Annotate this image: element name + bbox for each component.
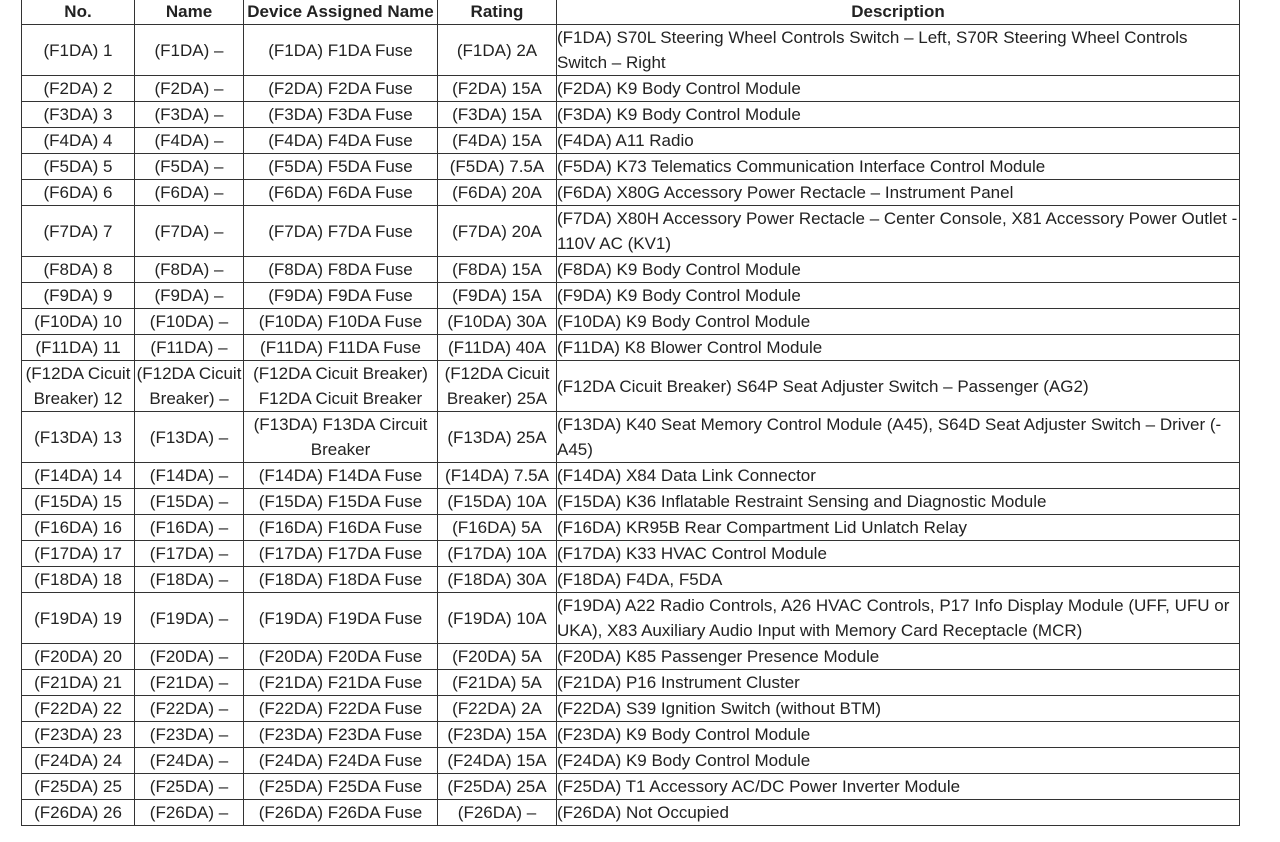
cell-no: (F10DA) 10 — [22, 309, 135, 335]
cell-no: (F4DA) 4 — [22, 128, 135, 154]
cell-no: (F18DA) 18 — [22, 567, 135, 593]
cell-no: (F16DA) 16 — [22, 515, 135, 541]
table-row — [22, 774, 1240, 800]
cell-rating: (F16DA) 5A — [438, 515, 557, 541]
cell-name: (F16DA) – — [135, 515, 244, 541]
table-row — [22, 696, 1240, 722]
column-header-no: No. — [22, 0, 135, 25]
cell-no: (F6DA) 6 — [22, 180, 135, 206]
header-row — [22, 0, 1240, 25]
cell-rating: (F20DA) 5A — [438, 644, 557, 670]
table-row — [22, 361, 1240, 412]
cell-description: (F19DA) A22 Radio Controls, A26 HVAC Controls, P17 Info Display Module (UFF, UFU or UKA), X83 Auxiliary Audio Input with Memory Card Receptacle (MCR) — [557, 593, 1240, 644]
cell-description: (F2DA) K9 Body Control Module — [557, 76, 1240, 102]
table-row — [22, 670, 1240, 696]
cell-no: (F24DA) 24 — [22, 748, 135, 774]
column-header-device-assigned-name: Device Assigned Name — [244, 0, 438, 25]
cell-description: (F13DA) K40 Seat Memory Control Module (A45), S64D Seat Adjuster Switch – Driver (-A45) — [557, 412, 1240, 463]
table-row — [22, 154, 1240, 180]
cell-rating: (F4DA) 15A — [438, 128, 557, 154]
cell-name: (F12DA Cicuit Breaker) – — [135, 361, 244, 412]
cell-no: (F17DA) 17 — [22, 541, 135, 567]
cell-rating: (F12DA Cicuit Breaker) 25A — [438, 361, 557, 412]
cell-name: (F4DA) – — [135, 128, 244, 154]
cell-no: (F23DA) 23 — [22, 722, 135, 748]
cell-device-assigned-name: (F21DA) F21DA Fuse — [244, 670, 438, 696]
table-row — [22, 257, 1240, 283]
cell-rating: (F5DA) 7.5A — [438, 154, 557, 180]
cell-description: (F18DA) F4DA, F5DA — [557, 567, 1240, 593]
table-row — [22, 25, 1240, 76]
cell-rating: (F2DA) 15A — [438, 76, 557, 102]
table-body — [22, 25, 1240, 826]
cell-rating: (F18DA) 30A — [438, 567, 557, 593]
cell-description: (F1DA) S70L Steering Wheel Controls Switch – Left, S70R Steering Wheel Controls Switch – Right — [557, 25, 1240, 76]
table-row — [22, 722, 1240, 748]
cell-description: (F15DA) K36 Inflatable Restraint Sensing and Diagnostic Module — [557, 489, 1240, 515]
cell-description: (F8DA) K9 Body Control Module — [557, 257, 1240, 283]
cell-name: (F19DA) – — [135, 593, 244, 644]
table-row — [22, 412, 1240, 463]
cell-description: (F7DA) X80H Accessory Power Rectacle – Center Console, X81 Accessory Power Outlet - 110V AC (KV1) — [557, 206, 1240, 257]
cell-description: (F9DA) K9 Body Control Module — [557, 283, 1240, 309]
cell-description: (F21DA) P16 Instrument Cluster — [557, 670, 1240, 696]
cell-name: (F1DA) – — [135, 25, 244, 76]
cell-device-assigned-name: (F6DA) F6DA Fuse — [244, 180, 438, 206]
cell-device-assigned-name: (F12DA Cicuit Breaker) F12DA Cicuit Breaker — [244, 361, 438, 412]
cell-name: (F14DA) – — [135, 463, 244, 489]
cell-device-assigned-name: (F10DA) F10DA Fuse — [244, 309, 438, 335]
cell-description: (F16DA) KR95B Rear Compartment Lid Unlatch Relay — [557, 515, 1240, 541]
cell-no: (F15DA) 15 — [22, 489, 135, 515]
cell-description: (F17DA) K33 HVAC Control Module — [557, 541, 1240, 567]
cell-device-assigned-name: (F17DA) F17DA Fuse — [244, 541, 438, 567]
cell-description: (F5DA) K73 Telematics Communication Interface Control Module — [557, 154, 1240, 180]
cell-device-assigned-name: (F7DA) F7DA Fuse — [244, 206, 438, 257]
column-header-name: Name — [135, 0, 244, 25]
table-row — [22, 309, 1240, 335]
cell-description: (F20DA) K85 Passenger Presence Module — [557, 644, 1240, 670]
cell-description: (F24DA) K9 Body Control Module — [557, 748, 1240, 774]
cell-description: (F11DA) K8 Blower Control Module — [557, 335, 1240, 361]
cell-device-assigned-name: (F1DA) F1DA Fuse — [244, 25, 438, 76]
cell-name: (F7DA) – — [135, 206, 244, 257]
cell-no: (F5DA) 5 — [22, 154, 135, 180]
table-row — [22, 102, 1240, 128]
cell-device-assigned-name: (F15DA) F15DA Fuse — [244, 489, 438, 515]
cell-device-assigned-name: (F14DA) F14DA Fuse — [244, 463, 438, 489]
table-row — [22, 593, 1240, 644]
table-row — [22, 128, 1240, 154]
cell-no: (F26DA) 26 — [22, 800, 135, 826]
cell-device-assigned-name: (F25DA) F25DA Fuse — [244, 774, 438, 800]
cell-no: (F1DA) 1 — [22, 25, 135, 76]
cell-rating: (F19DA) 10A — [438, 593, 557, 644]
cell-rating: (F22DA) 2A — [438, 696, 557, 722]
cell-rating: (F8DA) 15A — [438, 257, 557, 283]
cell-device-assigned-name: (F26DA) F26DA Fuse — [244, 800, 438, 826]
table-row — [22, 489, 1240, 515]
cell-no: (F25DA) 25 — [22, 774, 135, 800]
table-row — [22, 76, 1240, 102]
table-row — [22, 180, 1240, 206]
cell-device-assigned-name: (F2DA) F2DA Fuse — [244, 76, 438, 102]
cell-no: (F12DA Cicuit Breaker) 12 — [22, 361, 135, 412]
cell-no: (F22DA) 22 — [22, 696, 135, 722]
cell-device-assigned-name: (F24DA) F24DA Fuse — [244, 748, 438, 774]
cell-description: (F4DA) A11 Radio — [557, 128, 1240, 154]
table-header — [22, 0, 1240, 25]
cell-device-assigned-name: (F13DA) F13DA Circuit Breaker — [244, 412, 438, 463]
cell-description: (F25DA) T1 Accessory AC/DC Power Inverter Module — [557, 774, 1240, 800]
cell-description: (F10DA) K9 Body Control Module — [557, 309, 1240, 335]
cell-description: (F12DA Cicuit Breaker) S64P Seat Adjuster Switch – Passenger (AG2) — [557, 361, 1240, 412]
cell-description: (F22DA) S39 Ignition Switch (without BTM) — [557, 696, 1240, 722]
cell-no: (F7DA) 7 — [22, 206, 135, 257]
cell-device-assigned-name: (F20DA) F20DA Fuse — [244, 644, 438, 670]
cell-device-assigned-name: (F9DA) F9DA Fuse — [244, 283, 438, 309]
cell-name: (F5DA) – — [135, 154, 244, 180]
cell-name: (F23DA) – — [135, 722, 244, 748]
table-row — [22, 283, 1240, 309]
cell-description: (F26DA) Not Occupied — [557, 800, 1240, 826]
fuse-table — [21, 0, 1240, 826]
cell-name: (F2DA) – — [135, 76, 244, 102]
cell-description: (F3DA) K9 Body Control Module — [557, 102, 1240, 128]
cell-name: (F25DA) – — [135, 774, 244, 800]
cell-name: (F10DA) – — [135, 309, 244, 335]
cell-device-assigned-name: (F16DA) F16DA Fuse — [244, 515, 438, 541]
cell-no: (F13DA) 13 — [22, 412, 135, 463]
cell-rating: (F23DA) 15A — [438, 722, 557, 748]
table-row — [22, 567, 1240, 593]
table-row — [22, 541, 1240, 567]
cell-device-assigned-name: (F18DA) F18DA Fuse — [244, 567, 438, 593]
cell-device-assigned-name: (F23DA) F23DA Fuse — [244, 722, 438, 748]
cell-rating: (F14DA) 7.5A — [438, 463, 557, 489]
cell-device-assigned-name: (F3DA) F3DA Fuse — [244, 102, 438, 128]
cell-name: (F6DA) – — [135, 180, 244, 206]
cell-rating: (F6DA) 20A — [438, 180, 557, 206]
table-row — [22, 463, 1240, 489]
cell-rating: (F13DA) 25A — [438, 412, 557, 463]
table-row — [22, 748, 1240, 774]
cell-name: (F15DA) – — [135, 489, 244, 515]
column-header-rating: Rating — [438, 0, 557, 25]
cell-rating: (F24DA) 15A — [438, 748, 557, 774]
column-header-description: Description — [557, 0, 1240, 25]
cell-device-assigned-name: (F22DA) F22DA Fuse — [244, 696, 438, 722]
table-row — [22, 800, 1240, 826]
cell-name: (F13DA) – — [135, 412, 244, 463]
cell-rating: (F10DA) 30A — [438, 309, 557, 335]
cell-name: (F24DA) – — [135, 748, 244, 774]
cell-name: (F8DA) – — [135, 257, 244, 283]
cell-no: (F11DA) 11 — [22, 335, 135, 361]
cell-rating: (F15DA) 10A — [438, 489, 557, 515]
cell-name: (F9DA) – — [135, 283, 244, 309]
cell-name: (F26DA) – — [135, 800, 244, 826]
cell-no: (F8DA) 8 — [22, 257, 135, 283]
cell-device-assigned-name: (F19DA) F19DA Fuse — [244, 593, 438, 644]
table-row — [22, 644, 1240, 670]
cell-name: (F20DA) – — [135, 644, 244, 670]
cell-no: (F20DA) 20 — [22, 644, 135, 670]
cell-device-assigned-name: (F11DA) F11DA Fuse — [244, 335, 438, 361]
cell-rating: (F17DA) 10A — [438, 541, 557, 567]
cell-no: (F9DA) 9 — [22, 283, 135, 309]
cell-rating: (F3DA) 15A — [438, 102, 557, 128]
table-row — [22, 206, 1240, 257]
cell-rating: (F9DA) 15A — [438, 283, 557, 309]
cell-description: (F14DA) X84 Data Link Connector — [557, 463, 1240, 489]
cell-no: (F3DA) 3 — [22, 102, 135, 128]
cell-device-assigned-name: (F4DA) F4DA Fuse — [244, 128, 438, 154]
cell-rating: (F11DA) 40A — [438, 335, 557, 361]
cell-name: (F22DA) – — [135, 696, 244, 722]
table-row — [22, 515, 1240, 541]
cell-device-assigned-name: (F8DA) F8DA Fuse — [244, 257, 438, 283]
cell-no: (F21DA) 21 — [22, 670, 135, 696]
cell-name: (F18DA) – — [135, 567, 244, 593]
cell-description: (F23DA) K9 Body Control Module — [557, 722, 1240, 748]
cell-device-assigned-name: (F5DA) F5DA Fuse — [244, 154, 438, 180]
cell-no: (F14DA) 14 — [22, 463, 135, 489]
cell-name: (F21DA) – — [135, 670, 244, 696]
cell-no: (F2DA) 2 — [22, 76, 135, 102]
cell-description: (F6DA) X80G Accessory Power Rectacle – Instrument Panel — [557, 180, 1240, 206]
cell-no: (F19DA) 19 — [22, 593, 135, 644]
table-row — [22, 335, 1240, 361]
cell-rating: (F1DA) 2A — [438, 25, 557, 76]
cell-rating: (F21DA) 5A — [438, 670, 557, 696]
cell-name: (F17DA) – — [135, 541, 244, 567]
cell-rating: (F7DA) 20A — [438, 206, 557, 257]
cell-rating: (F26DA) – — [438, 800, 557, 826]
cell-rating: (F25DA) 25A — [438, 774, 557, 800]
cell-name: (F3DA) – — [135, 102, 244, 128]
cell-name: (F11DA) – — [135, 335, 244, 361]
